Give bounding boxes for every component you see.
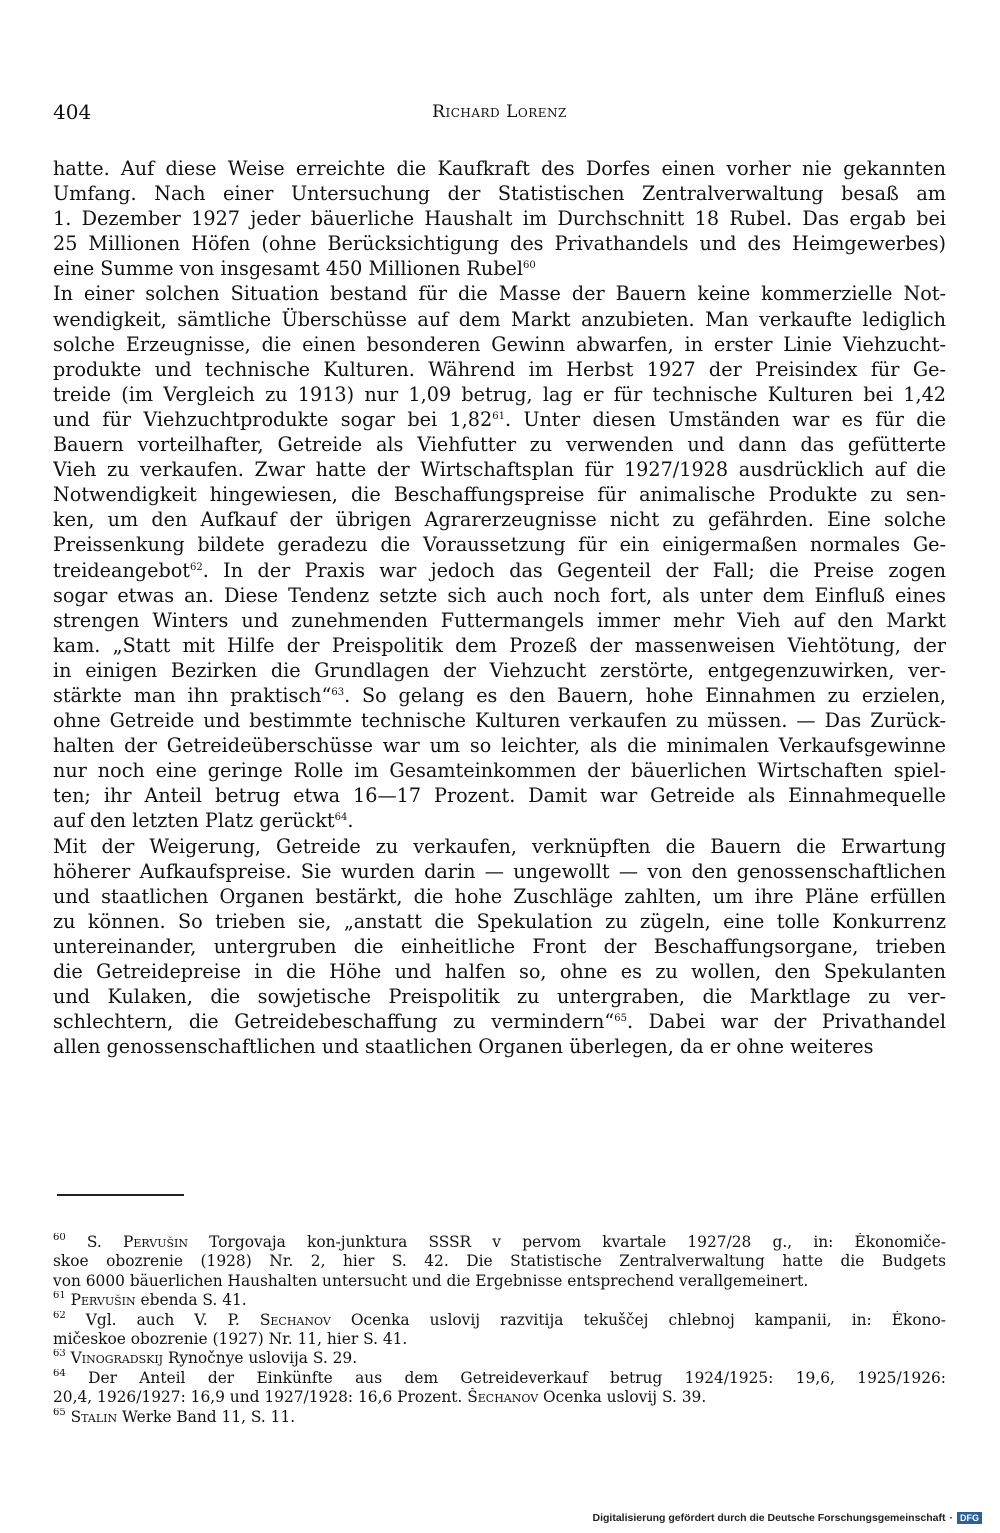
footnote-ref: 63: [331, 686, 345, 698]
footnote-line: skoe obozrenie (1928) Nr. 2, hier S. 42. Die Statistische Zentralverwaltung hatte die Budgets: [53, 1252, 946, 1271]
footnote-number: 60: [53, 1233, 66, 1243]
text-line: treideangebot$^{62}$. In der Praxis war jedoch das Gegenteil der Fall; die Preise zogen: [53, 558, 946, 582]
text-line: In einer solchen Situation bestand für die Masse der Bauern keine kommerzielle Not-: [53, 282, 946, 306]
footnote-ref: 60: [522, 260, 536, 272]
text-line: treide (im Vergleich zu 1913) nur 1,09 betrug, lag er für technische Kulturen bei 1,42: [53, 382, 946, 406]
page-header: [53, 100, 946, 134]
text-line: höherer Aufkaufspreise. Sie wurden darin — ungewollt — von den genossenschaftlichen: [53, 859, 946, 883]
footnote-line: $^{65}$ Stalin Werke Band 11, S. 11.: [53, 1407, 296, 1426]
text-line: Notwendigkeit hingewiesen, die Beschaffungspreise für animalische Produkte zu sen-: [53, 483, 946, 507]
text-line: hatte. Auf diese Weise erreichte die Kaufkraft des Dorfes einen vorher nie gekannten: [53, 157, 946, 180]
footnote-line: $^{61}$ Pervušin ebenda S. 41.: [53, 1291, 247, 1310]
running-head: Richard Lorenz: [432, 102, 567, 122]
footnote-line: $^{63}$ Vinogradskij Rynočnye uslovija S. 29.: [53, 1349, 358, 1368]
footnote-line: 20,4, 1926/1927: 16,9 und 1927/1928: 16,6 Prozent. Šechanov Ocenka uslovij S. 39.: [53, 1388, 707, 1407]
footnote-number: 63: [53, 1349, 66, 1360]
footnote-number: 64: [53, 1368, 66, 1379]
text-line: zu können. So trieben sie, „anstatt die Spekulation zu zügeln, eine tolle Konkurrenz: [53, 909, 946, 933]
footnote-number: 65: [53, 1407, 66, 1418]
text-line: ten; ihr Anteil betrug etwa 16—17 Prozent. Damit war Getreide als Einnahmequelle: [53, 784, 946, 808]
footnote-line: $^{60}$ S. Pervušin Torgovaja kon-junktura SSSR v pervom kvartale 1927/28 g., in: Ėkonomiče-: [53, 1233, 946, 1251]
text-line: in einigen Bezirken die Grundlagen der Viehzucht zerstörte, entgegenzuwirken, ver-: [53, 658, 946, 682]
text-line: wendigkeit, sämtliche Überschüsse auf dem Markt anzubieten. Man verkaufte lediglich: [53, 307, 946, 331]
text-line: schlechtern, die Getreidebeschaffung zu vermindern“$^{65}$. Dabei war der Privathandel: [53, 1010, 946, 1034]
footnote-ref: 64: [334, 812, 348, 824]
footnotes: [53, 1233, 946, 1427]
text-line: eine Summe von insgesamt 450 Millionen Rubel$^{60}$: [53, 257, 536, 281]
text-line: halten der Getreideüberschüsse war um so leichter, als die minimalen Verkaufsgewinne: [53, 734, 946, 758]
digitization-credit: Digitalisierung gefördert durch die Deutsche Forschungsgemeinschaft · DFG: [593, 1512, 982, 1524]
text-line: und für Viehzuchtprodukte sogar bei 1,82$^{61}$. Unter diesen Umständen war es für die: [53, 407, 946, 431]
text-line: und staatlichen Organen bestärkt, die hohe Zuschläge zahlten, um ihre Pläne erfüllen: [53, 884, 946, 908]
text-line: Umfang. Nach einer Untersuchung der Statistischen Zentralverwaltung besaß am: [53, 182, 946, 206]
text-line: ohne Getreide und bestimmte technische Kulturen verkaufen zu müssen. — Das Zurück-: [53, 709, 946, 733]
text-line: untereinander, untergruben die einheitliche Front der Beschaffungsorgane, trieben: [53, 934, 946, 958]
footnote-ref: 65: [614, 1013, 627, 1025]
text-line: solche Erzeugnisse, die einen besonderen Gewinn abwarfen, in erster Linie Viehzucht-: [53, 332, 946, 356]
text-line: allen genossenschaftlichen und staatlichen Organen überlegen, da er ohne weiteres: [53, 1035, 874, 1059]
text-line: 25 Millionen Höfen (ohne Berücksichtigung des Privathandels und des Heimgewerbes): [53, 232, 946, 256]
footnote-divider: [57, 1194, 184, 1196]
text-line: Mit der Weigerung, Getreide zu verkaufen, verknüpften die Bauern die Erwartung: [53, 834, 946, 858]
text-line: produkte und technische Kulturen. Während im Herbst 1927 der Preisindex für Ge-: [53, 357, 946, 381]
footnote-ref: 62: [190, 561, 203, 573]
text-line: stärkte man ihn praktisch“$^{63}$. So gelang es den Bauern, hohe Einnahmen zu erzielen,: [53, 683, 946, 707]
dfg-logo: DFG: [957, 1512, 982, 1524]
page-number: 404: [53, 100, 92, 124]
text-line: 1. Dezember 1927 jeder bäuerliche Haushalt im Durchschnitt 18 Rubel. Das ergab bei: [53, 207, 946, 231]
text-line: auf den letzten Platz gerückt$^{64}$.: [53, 809, 354, 833]
text-line: Bauern vorteilhafter, Getreide als Viehfutter zu verwenden und dann das gefütterte: [53, 433, 946, 457]
footnote-line: $^{62}$ Vgl. auch V. P. Sechanov Ocenka uslovij razvitija tekuščej chlebnoj kampanii, in: Ėkono-: [53, 1310, 946, 1329]
text-line: und Kulaken, die sowjetische Preispolitik zu untergraben, die Marktlage zu ver-: [53, 985, 946, 1009]
text-line: strengen Winters und zunehmenden Futtermangels immer mehr Vieh auf den Markt: [53, 608, 946, 632]
text-line: Vieh zu verkaufen. Zwar hatte der Wirtschaftsplan für 1927/1928 ausdrücklich auf die: [53, 458, 946, 482]
text-line: sogar etwas an. Diese Tendenz setzte sich auch noch fort, als unter dem Einfluß eines: [53, 583, 946, 607]
text-line: die Getreidepreise in die Höhe und halfen so, ohne es zu wollen, den Spekulanten: [53, 960, 946, 983]
footnote-number: 62: [53, 1310, 66, 1321]
footnote-ref: 61: [492, 410, 505, 422]
footnote-number: 61: [53, 1291, 66, 1302]
text-line: nur noch eine geringe Rolle im Gesamteinkommen der bäuerlichen Wirtschaften spiel-: [53, 759, 946, 783]
text-line: Preissenkung bildete geradezu die Voraussetzung für ein einigermaßen normales Ge-: [53, 533, 946, 557]
text-line: kam. „Statt mit Hilfe der Preispolitik dem Prozeß der massenweisen Viehtötung, der: [53, 633, 946, 657]
text-line: ken, um den Aufkauf der übrigen Agrarerzeugnisse nicht zu gefährden. Eine solche: [53, 508, 946, 532]
footnote-line: $^{64}$ Der Anteil der Einkünfte aus dem Getreideverkauf betrug 1924/1925: 19,6, 1925/1926:: [53, 1368, 946, 1387]
footnote-line: mičeskoe obozrenie (1927) Nr. 11, hier S. 41.: [53, 1330, 408, 1349]
footnote-line: von 6000 bäuerlichen Haushalten untersucht und die Ergebnisse entsprechend verallgemeinert.: [53, 1271, 809, 1290]
body-text: [53, 156, 946, 1059]
footer-text: Digitalisierung gefördert durch die Deutsche Forschungsgemeinschaft: [592, 1512, 946, 1524]
